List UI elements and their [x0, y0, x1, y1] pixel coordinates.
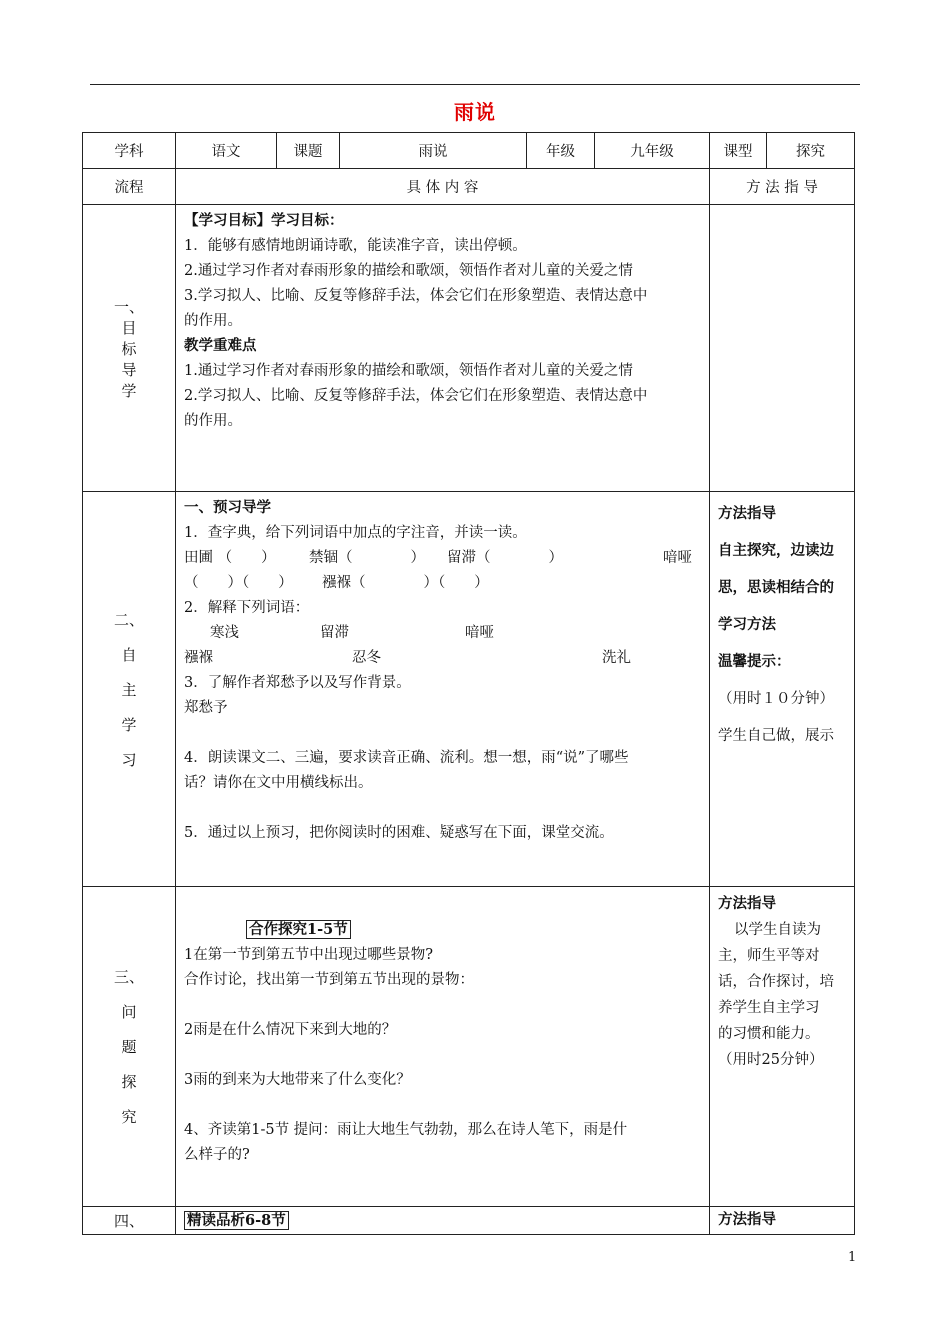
key-point-line: 1.通过学习作者对春雨形象的描绘和歌颂，领悟作者对儿童的关爱之情	[184, 363, 633, 379]
spacer	[184, 1043, 703, 1068]
grade-value: 九年级	[595, 133, 710, 169]
word-item: （ ）（ ）	[184, 575, 293, 591]
subject-value: 语文	[176, 133, 277, 169]
method-line: 主，师生平等对	[718, 948, 820, 964]
key-points-heading: 教学重难点	[184, 338, 257, 354]
label-char: 目	[121, 318, 137, 337]
label-char: 问	[121, 1003, 137, 1021]
label-char: 二、	[113, 610, 144, 629]
question-2: 2雨是在什么情况下来到大地的？	[184, 1022, 397, 1038]
method-heading: 方法指导	[718, 506, 776, 522]
label-char: 探	[121, 1073, 137, 1091]
section-four-content	[176, 1207, 710, 1235]
q2-words-row-2	[184, 646, 703, 671]
key-point-line: 2.学习拟人、比喻、反复等修辞手法，体会它们在形象塑造、表情达意中	[184, 388, 648, 404]
label-char: 导	[121, 360, 137, 379]
method-header: 方 法 指 导	[710, 169, 855, 205]
section-one-label	[83, 205, 176, 492]
label-char: 学	[121, 715, 137, 734]
label-char: 自	[121, 645, 137, 664]
tip-heading: 温馨提示：	[718, 654, 791, 670]
label-char: 三、	[113, 968, 144, 986]
label-char: 习	[121, 750, 137, 769]
section-one-row	[83, 205, 855, 492]
word-item: 襁褓（ ）（ ）	[322, 575, 489, 591]
word-item: 忍冬	[352, 650, 381, 666]
q1-words-row-2	[184, 571, 703, 596]
question-1: 1在第一节到第五节中出现过哪些景物?	[184, 947, 433, 963]
process-header: 流程	[83, 169, 176, 205]
time-note: （用时25分钟）	[718, 1052, 824, 1068]
header-rule	[90, 84, 860, 85]
word-item: 禁锢（ ）	[309, 550, 425, 566]
label-char: 究	[121, 1108, 137, 1126]
question-4: 4．朗读课文二、三遍，要求读音正确、流利。想一想，雨“说”了哪些	[184, 750, 629, 766]
page-number: 1	[848, 1250, 857, 1265]
coop-heading: 合作探究1-5节	[246, 920, 351, 939]
section-two-content	[176, 492, 710, 887]
label-char: 题	[121, 1038, 137, 1056]
objective-line: 1．能够有感情地朗诵诗歌，能读准字音，读出停顿。	[184, 238, 527, 254]
word-item: 留滞	[320, 625, 349, 641]
topic-value: 雨说	[340, 133, 527, 169]
question-3: 3．了解作者郑愁予以及写作背景。	[184, 675, 411, 691]
label-char: 标	[121, 339, 137, 358]
question-5: 5．通过以上预习，把你阅读时的困难、疑惑写在下面，课堂交流。	[184, 825, 614, 841]
word-item: 襁褓	[184, 650, 213, 666]
section-one-method	[710, 205, 855, 492]
type-value: 探究	[767, 133, 855, 169]
method-line: 以学生自读为	[734, 922, 821, 938]
method-heading: 方法指导	[718, 896, 776, 912]
close-reading-heading: 精读品析6-8节	[184, 1211, 289, 1230]
q2-words-row	[184, 621, 703, 646]
label-char: 主	[121, 680, 137, 699]
section-three-label	[83, 887, 176, 1207]
preview-heading: 一、预习导学	[184, 500, 271, 516]
section-one-content	[176, 205, 710, 492]
spacer	[184, 721, 703, 746]
header-row	[83, 133, 855, 169]
word-item: 喑哑	[465, 625, 494, 641]
word-item: 留滞（ ）	[447, 550, 563, 566]
content-header: 具 体 内 容	[176, 169, 710, 205]
objectives-heading: 【学习目标】学习目标：	[184, 213, 344, 229]
time-note: （用时１０分钟）	[718, 691, 834, 707]
question-2: 2．解释下列词语：	[184, 600, 310, 616]
spacer	[184, 1093, 703, 1118]
section-four-row	[83, 1207, 855, 1235]
subject-label: 学科	[83, 133, 176, 169]
section-three-row	[83, 887, 855, 1207]
type-label: 课型	[710, 133, 767, 169]
word-item: 喑哑	[663, 550, 692, 566]
spacer	[184, 993, 703, 1018]
topic-label: 课题	[277, 133, 340, 169]
coop-heading-wrap	[184, 917, 703, 943]
objective-line: 的作用。	[184, 313, 242, 329]
section-two-row	[83, 492, 855, 887]
section-four-method	[710, 1207, 855, 1235]
method-line: 学生自己做，展示	[718, 728, 834, 744]
section-four-label: 四、	[83, 1207, 176, 1235]
lesson-plan-table	[82, 132, 855, 1235]
question-4-cont: 么样子的?	[184, 1147, 250, 1163]
question-4-cont: 话？请你在文中用横线标出。	[184, 775, 373, 791]
section-two-label	[83, 492, 176, 887]
method-line: 自主探究，边读边	[718, 543, 834, 559]
spacer	[184, 796, 703, 821]
author-name: 郑愁予	[184, 700, 228, 716]
column-header-row	[83, 169, 855, 205]
key-point-line: 的作用。	[184, 413, 242, 429]
word-item: 洗礼	[602, 650, 631, 666]
word-item: 田圃 （ ）	[184, 550, 276, 566]
method-line: 思，思读相结合的	[718, 580, 834, 596]
question-4: 4、齐读第1-5节 提问：雨让大地生气勃勃，那么在诗人笔下，雨是什	[184, 1122, 628, 1138]
objective-line: 3.学习拟人、比喻、反复等修辞手法，体会它们在形象塑造、表情达意中	[184, 288, 648, 304]
q1-words-row	[184, 546, 703, 571]
label-char: 一、	[113, 297, 144, 316]
method-line: 的习惯和能力。	[718, 1026, 820, 1042]
method-line: 学习方法	[718, 617, 776, 633]
objective-line: 2.通过学习作者对春雨形象的描绘和歌颂，领悟作者对儿童的关爱之情	[184, 263, 633, 279]
method-line: 养学生自主学习	[718, 1000, 820, 1016]
word-item: 寒浅	[210, 625, 239, 641]
question-1: 1．查字典，给下列词语中加点的字注音，并读一读。	[184, 525, 527, 541]
question-1-task: 合作讨论，找出第一节到第五节出现的景物：	[184, 972, 474, 988]
grade-label: 年级	[527, 133, 595, 169]
section-three-content	[176, 887, 710, 1207]
method-heading: 方法指导	[718, 1212, 776, 1228]
method-line: 话，合作探讨，培	[718, 974, 834, 990]
section-two-method	[710, 492, 855, 887]
page-title: 雨说	[454, 100, 496, 124]
section-three-method	[710, 887, 855, 1207]
label-char: 学	[121, 381, 137, 400]
question-3: 3雨的到来为大地带来了什么变化？	[184, 1072, 411, 1088]
